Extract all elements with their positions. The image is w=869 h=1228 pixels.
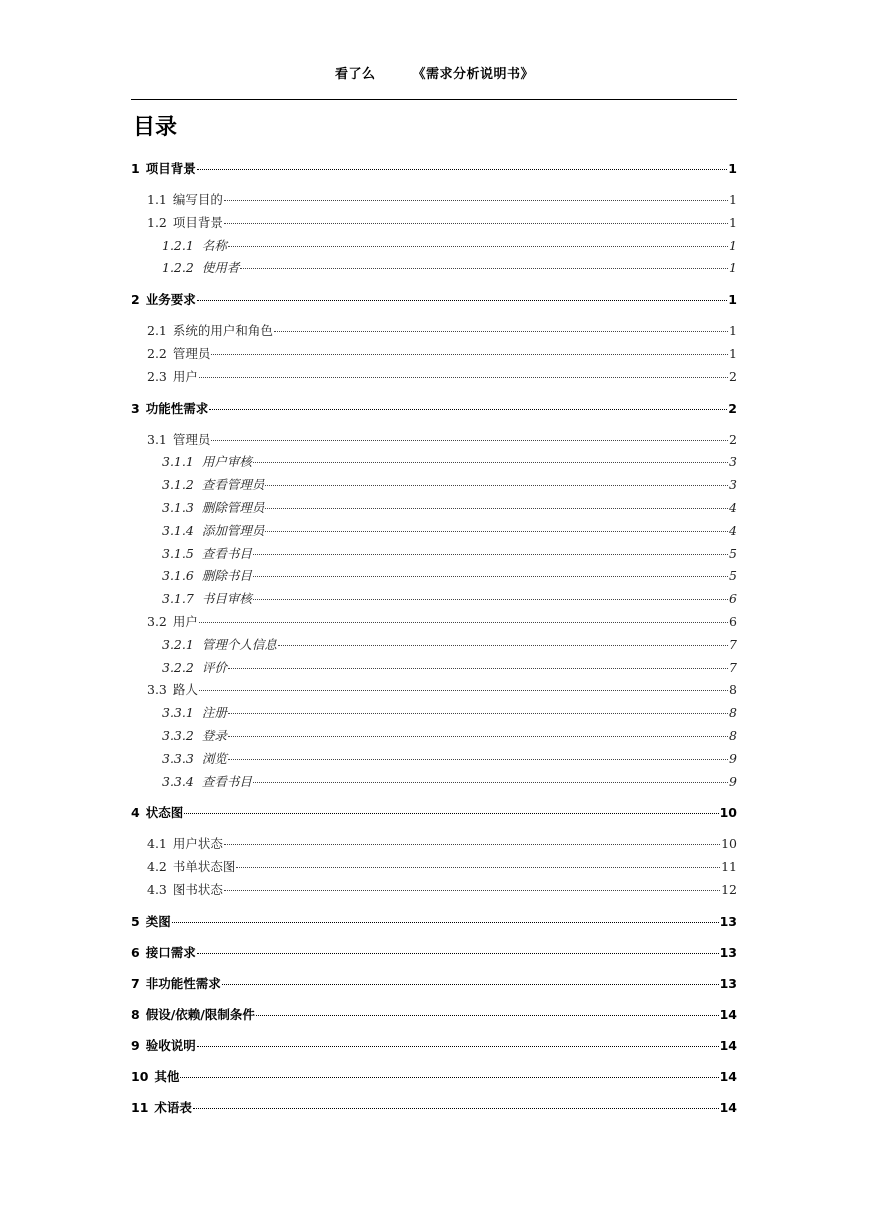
toc-entry-label: [131, 943, 196, 961]
toc-entry[interactable]: [131, 658, 737, 681]
toc-entry-text: 用户: [172, 368, 198, 384]
toc-entry-number: 1.2: [147, 214, 167, 230]
toc-entry-text: 查看管理员: [201, 477, 265, 493]
toc-entry-number: 2.2: [147, 345, 167, 361]
toc-dot-leader: [253, 576, 728, 577]
toc-entry-text: 验收说明: [145, 1037, 196, 1053]
toc-entry-text: 用户: [172, 613, 198, 629]
toc-entry[interactable]: [131, 912, 737, 934]
toc-entry-label: [162, 589, 252, 607]
header-divider: [131, 99, 737, 100]
toc-entry[interactable]: [131, 772, 737, 795]
toc-entry[interactable]: [131, 430, 737, 453]
toc-entry-text: 假设/依赖/限制条件: [145, 1006, 255, 1022]
toc-entry-label: [162, 498, 264, 516]
toc-dot-leader: [197, 953, 719, 954]
toc-entry-number: 3.3: [147, 682, 167, 698]
toc-entry-text: 删除书目: [201, 568, 252, 584]
toc-entry-label: [131, 399, 208, 417]
toc-entry[interactable]: [131, 974, 737, 996]
toc-entry-page-number: 3: [729, 454, 737, 470]
toc-entry-page-number: 7: [729, 659, 737, 675]
toc-entry-page-number: 7: [729, 636, 737, 652]
toc-entry-page-number: 9: [729, 773, 737, 789]
toc-entry-label: [162, 452, 252, 470]
toc-entry-number: 5: [131, 913, 140, 929]
toc-entry-text: 评价: [201, 659, 227, 675]
toc-dot-leader: [228, 246, 728, 247]
toc-dot-leader: [199, 377, 728, 378]
toc-entry-text: 非功能性需求: [145, 975, 221, 991]
toc-entry-number: 1: [131, 161, 140, 176]
toc-entry[interactable]: [131, 290, 737, 312]
toc-dot-leader: [228, 668, 728, 669]
toc-entry-label: [162, 566, 252, 584]
toc-entry-label: [147, 680, 198, 698]
toc-entry-number: 7: [131, 975, 140, 991]
toc-entry[interactable]: [131, 635, 737, 658]
toc-entry-label: [162, 521, 264, 539]
header-doc-title: 《需求分析说明书》: [412, 67, 535, 82]
toc-entry[interactable]: [131, 213, 737, 236]
toc-entry-number: 3.3.2: [162, 727, 194, 743]
toc-entry-number: 3.2.1: [162, 636, 194, 652]
toc-entry-text: 路人: [172, 682, 198, 698]
toc-dot-leader: [193, 1108, 719, 1109]
toc-entry[interactable]: [131, 236, 737, 259]
toc-entry-text: 登录: [201, 727, 227, 743]
toc-entry-number: 4.1: [147, 836, 167, 852]
toc-entry[interactable]: [131, 803, 737, 825]
toc-entry-number: 3.1.2: [162, 477, 194, 493]
toc-dot-leader: [224, 844, 720, 845]
toc-entry-page-number: 14: [719, 1037, 737, 1053]
toc-entry-text: 查看书目: [201, 545, 252, 561]
toc-entry-page-number: 4: [729, 499, 737, 515]
toc-entry-text: 业务要求: [145, 292, 196, 308]
toc-entry-text: 术语表: [154, 1099, 192, 1115]
toc-entry-text: 接口需求: [145, 944, 196, 960]
toc-entry-text: 状态图: [145, 805, 184, 821]
toc-entry-text: 使用者: [201, 260, 240, 276]
toc-entry[interactable]: [131, 159, 737, 181]
toc-entry-text: 管理员: [172, 345, 211, 361]
toc-entry-label: [131, 803, 183, 821]
toc-entry-text: 功能性需求: [145, 400, 209, 416]
toc-entry[interactable]: [131, 521, 737, 544]
toc-dot-leader: [180, 1077, 718, 1078]
toc-entry[interactable]: [131, 190, 737, 213]
header-app-name: 看了么: [334, 67, 376, 82]
toc-dot-leader: [253, 782, 728, 783]
toc-entry-number: 3: [131, 400, 140, 416]
toc-entry-number: 3.2: [147, 613, 167, 629]
toc-entry-number: 4.3: [147, 881, 167, 897]
toc-entry-label: [162, 475, 264, 493]
toc-entry-page-number: 1: [729, 323, 737, 339]
toc-dot-leader: [184, 813, 718, 814]
toc-entry-text: 编写目的: [172, 192, 223, 207]
toc-entry-text: 其他: [154, 1068, 180, 1084]
toc-entry-page-number: 2: [728, 400, 737, 416]
toc-entry-text: 项目背景: [172, 214, 223, 230]
toc-entry-label: [162, 544, 252, 562]
toc-entry[interactable]: [131, 857, 737, 880]
toc-entry[interactable]: [131, 943, 737, 965]
toc-entry-page-number: 13: [719, 944, 737, 960]
toc-entry-page-number: 2: [729, 368, 737, 384]
toc-entry-number: 4.2: [147, 859, 167, 875]
toc-entry-text: 名称: [201, 237, 227, 253]
toc-entry-number: 1.2.2: [162, 260, 194, 276]
toc-entry[interactable]: [131, 566, 737, 589]
toc-entry[interactable]: [131, 344, 737, 367]
toc-entry-number: 3.1.7: [162, 591, 194, 607]
toc-entry-label: [162, 726, 227, 744]
toc-entry-label: [131, 1036, 196, 1054]
toc-entry-page-number: 10: [719, 805, 737, 821]
toc-entry-label: [131, 1067, 179, 1085]
toc-dot-leader: [253, 599, 728, 600]
toc-entry-number: 2.3: [147, 368, 167, 384]
toc-entry-page-number: 11: [721, 859, 737, 875]
toc-entry[interactable]: [131, 367, 737, 390]
toc-entry-text: 图书状态: [172, 881, 223, 897]
toc-entry-number: 3.3.4: [162, 773, 194, 789]
toc-entry-label: [131, 974, 221, 992]
toc-entry-number: 9: [131, 1037, 140, 1053]
toc-entry-label: [162, 236, 227, 254]
toc-dot-leader: [197, 300, 728, 301]
toc-entry[interactable]: [131, 475, 737, 498]
toc-entry[interactable]: [131, 399, 737, 421]
toc-dot-leader: [224, 200, 728, 201]
toc-entry-label: [147, 190, 223, 208]
toc-entry-page-number: 9: [729, 750, 737, 766]
toc-entry-text: 管理个人信息: [201, 636, 277, 652]
toc-entry-page-number: 8: [729, 705, 737, 721]
toc-entry-text: 注册: [201, 705, 227, 721]
toc-entry-page-number: 6: [729, 613, 737, 629]
toc-dot-leader: [197, 169, 728, 170]
toc-dot-leader: [228, 759, 728, 760]
toc-entry-page-number: 1: [729, 214, 737, 230]
toc-dot-leader: [224, 223, 728, 224]
toc-entry-page-number: 1: [729, 345, 737, 361]
toc-entry[interactable]: [131, 880, 737, 903]
toc-dot-leader: [209, 409, 727, 410]
toc-entry[interactable]: [131, 726, 737, 749]
toc-entry-page-number: 3: [729, 477, 737, 493]
toc-entry-text: 书目审核: [201, 591, 252, 607]
toc-entry[interactable]: [131, 749, 737, 772]
toc-dot-leader: [265, 508, 728, 509]
toc-entry-page-number: 1: [728, 161, 737, 176]
toc-entry-label: [162, 635, 277, 653]
toc-dot-leader: [224, 890, 720, 891]
toc-entry-text: 书单状态图: [172, 859, 236, 875]
toc-dot-leader: [240, 268, 728, 269]
toc-entry-label: [131, 912, 171, 930]
toc-entry-label: [131, 290, 196, 308]
toc-entry-page-number: 1: [729, 192, 737, 207]
toc-entry-label: [147, 612, 198, 630]
toc-dot-leader: [199, 622, 728, 623]
toc-entry-label: [131, 159, 196, 177]
toc-entry[interactable]: [131, 544, 737, 567]
toc-entry-page-number: 5: [729, 545, 737, 561]
toc-entry-number: 1.1: [147, 192, 167, 207]
toc-dot-leader: [197, 1046, 719, 1047]
toc-entry[interactable]: [131, 612, 737, 635]
toc-entry-number: 2: [131, 292, 140, 308]
toc-dot-leader: [265, 485, 728, 486]
toc-entry-text: 用户状态: [172, 836, 223, 852]
toc-entry-label: [147, 213, 223, 231]
toc-entry[interactable]: [131, 589, 737, 612]
toc-entry-page-number: 1: [728, 292, 737, 308]
toc-entry-number: 3.1: [147, 431, 167, 447]
toc-dot-leader: [222, 984, 719, 985]
toc-entry-label: [147, 344, 210, 362]
toc-entry-page-number: 13: [719, 975, 737, 991]
toc-entry-page-number: 1: [729, 260, 737, 276]
toc-entry-number: 1.2.1: [162, 237, 194, 253]
toc-entry-page-number: 14: [719, 1099, 737, 1115]
toc-entry-text: 删除管理员: [201, 499, 265, 515]
toc-entry-text: 添加管理员: [201, 522, 265, 538]
toc-entry-text: 浏览: [201, 750, 227, 766]
toc-entry[interactable]: [131, 321, 737, 344]
toc-entry-number: 3.1.4: [162, 522, 194, 538]
toc-entry[interactable]: [131, 452, 737, 475]
toc-dot-leader: [253, 462, 728, 463]
toc-entry-number: 8: [131, 1006, 140, 1022]
toc-entry-label: [147, 834, 223, 852]
toc-dot-leader: [172, 922, 719, 923]
toc-dot-leader: [228, 736, 728, 737]
toc-entry-label: [162, 703, 227, 721]
toc-entry-page-number: 8: [729, 727, 737, 743]
toc-entry-page-number: 5: [729, 568, 737, 584]
toc-entry[interactable]: [131, 498, 737, 521]
toc-dot-leader: [278, 645, 728, 646]
toc-entry-text: 类图: [145, 913, 171, 929]
toc-entry-number: 6: [131, 944, 140, 960]
toc-entry-page-number: 1: [729, 237, 737, 253]
toc-entry-text: 管理员: [172, 431, 211, 447]
toc-entry[interactable]: [131, 680, 737, 703]
toc-entry-label: [147, 321, 273, 339]
table-of-contents: [131, 150, 737, 1120]
toc-entry-number: 3.2.2: [162, 659, 194, 675]
toc-entry-number: 3.1.3: [162, 499, 194, 515]
toc-entry-label: [147, 880, 223, 898]
toc-entry-page-number: 10: [721, 836, 737, 852]
toc-dot-leader: [256, 1015, 719, 1016]
toc-entry-text: 系统的用户和角色: [172, 323, 273, 339]
toc-entry-number: 3.3.1: [162, 705, 194, 721]
toc-entry[interactable]: [131, 1036, 737, 1058]
toc-entry-text: 项目背景: [145, 161, 196, 176]
toc-title: 目录: [133, 115, 178, 140]
toc-entry-number: 11: [131, 1099, 149, 1115]
toc-entry[interactable]: [131, 1067, 737, 1089]
toc-entry-label: [131, 1005, 255, 1023]
toc-entry-page-number: 14: [719, 1006, 737, 1022]
toc-entry[interactable]: [131, 703, 737, 726]
toc-entry[interactable]: [131, 834, 737, 857]
toc-entry-page-number: 14: [719, 1068, 737, 1084]
toc-dot-leader: [199, 690, 728, 691]
toc-dot-leader: [236, 867, 720, 868]
toc-dot-leader: [253, 554, 728, 555]
toc-entry[interactable]: [131, 1098, 737, 1120]
toc-entry-number: 3.1.1: [162, 454, 194, 470]
toc-entry-number: 10: [131, 1068, 149, 1084]
toc-entry-number: 4: [131, 805, 140, 821]
toc-entry-label: [162, 658, 227, 676]
toc-entry-page-number: 6: [729, 591, 737, 607]
toc-dot-leader: [274, 331, 728, 332]
toc-entry-page-number: 12: [721, 881, 737, 897]
page-header: [0, 63, 869, 82]
toc-entry-number: 3.1.6: [162, 568, 194, 584]
toc-entry-page-number: 13: [719, 913, 737, 929]
toc-entry-number: 2.1: [147, 323, 167, 339]
toc-entry-page-number: 8: [729, 682, 737, 698]
toc-dot-leader: [211, 354, 728, 355]
toc-entry-text: 查看书目: [201, 773, 252, 789]
toc-dot-leader: [228, 713, 728, 714]
toc-dot-leader: [265, 531, 728, 532]
toc-entry-text: 用户审核: [201, 454, 252, 470]
toc-entry-label: [147, 367, 198, 385]
toc-entry-number: 3.1.5: [162, 545, 194, 561]
toc-entry[interactable]: [131, 258, 737, 281]
toc-entry[interactable]: [131, 1005, 737, 1027]
toc-entry-label: [147, 857, 235, 875]
toc-entry-label: [147, 430, 210, 448]
toc-dot-leader: [211, 440, 728, 441]
toc-entry-label: [131, 1098, 192, 1116]
toc-entry-number: 3.3.3: [162, 750, 194, 766]
toc-entry-page-number: 4: [729, 522, 737, 538]
toc-entry-label: [162, 749, 227, 767]
toc-entry-page-number: 2: [729, 431, 737, 447]
toc-entry-label: [162, 258, 239, 276]
toc-entry-label: [162, 772, 252, 790]
